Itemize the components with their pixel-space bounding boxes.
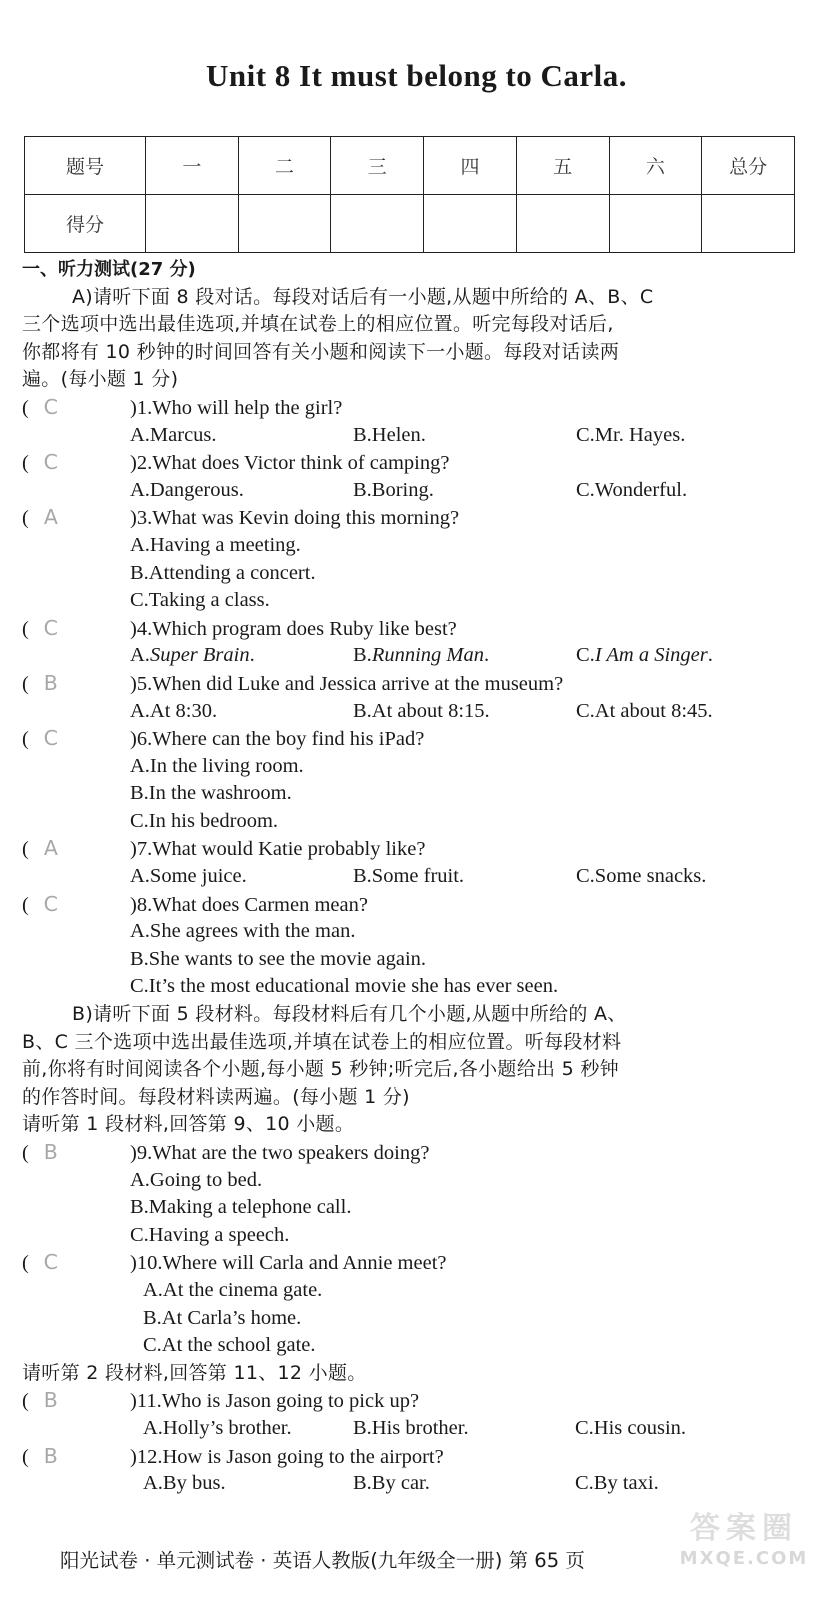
option-c: C.It’s the most educational movie she has ever seen.: [130, 975, 559, 998]
question-text: )9.What are the two speakers doing?: [130, 1142, 430, 1164]
watermark-logo: [669, 1510, 819, 1580]
answer-mark: B: [43, 1388, 58, 1413]
score-cell: [702, 195, 795, 253]
answer-mark: B: [43, 1140, 58, 1164]
score-header-cell: 六: [609, 137, 702, 195]
part-a-instructions: 你都将有 10 秒钟的时间回答有关小题和阅读下一小题。每段对话读两: [22, 340, 620, 363]
score-header-cell: 四: [424, 137, 517, 195]
option-a-title: Super Brain: [149, 644, 250, 667]
options-row: [22, 1470, 812, 1498]
part-b-instructions: B、C 三个选项中选出最佳选项,并填在试卷上的相应位置。听每段材料: [22, 1030, 622, 1053]
option-a-letter: A.: [130, 644, 150, 667]
question-text: )12.How is Jason going to the airport?: [130, 1445, 444, 1468]
answer-paren: (: [22, 452, 29, 475]
score-row-label: 得分: [25, 195, 146, 253]
question-9: [22, 1139, 812, 1167]
options-row: [22, 477, 812, 505]
score-cell: [238, 195, 331, 253]
score-header-cell: 五: [516, 137, 609, 195]
option-b: B.Helen.: [353, 423, 426, 446]
question-text: )11.Who is Jason going to pick up?: [130, 1390, 420, 1413]
question-3: [22, 504, 812, 532]
score-header-cell: 题号: [25, 137, 146, 195]
answer-mark: A: [43, 836, 58, 861]
option-b: B.Boring.: [353, 478, 434, 501]
option-c: C.At about 8:45.: [576, 699, 713, 722]
option-a: A.Going to bed.: [130, 1168, 263, 1191]
answer-mark: C: [43, 891, 58, 916]
question-2: [22, 449, 812, 477]
answer-mark: C: [43, 726, 58, 751]
question-text: )6.Where can the boy find his iPad?: [130, 728, 425, 751]
option-c: C.His cousin.: [575, 1416, 687, 1439]
score-header-cell: 三: [331, 137, 424, 195]
watermark-url: MXQE.COM: [679, 1548, 809, 1569]
option-period: .: [707, 644, 713, 667]
option-b: B.She wants to see the movie again.: [130, 947, 427, 970]
answer-paren: (: [22, 1142, 29, 1164]
question-text: )3.What was Kevin doing this morning?: [130, 507, 460, 530]
score-table-header-row: [25, 137, 795, 195]
question-text: )1.Who will help the girl?: [130, 396, 343, 419]
score-table: [24, 136, 795, 253]
question-10: [22, 1249, 812, 1277]
option-a: A.In the living room.: [130, 754, 304, 777]
option-c: C.Wonderful.: [576, 478, 688, 501]
option-a: A.At the cinema gate.: [143, 1278, 323, 1301]
score-table-score-row: [25, 195, 795, 253]
page-footer: 阳光试卷 · 单元测试卷 · 英语人教版(九年级全一册) 第 65 页: [60, 1549, 585, 1572]
options-row: [22, 863, 812, 891]
material-1-heading: 请听第 1 段材料,回答第 9、10 小题。: [22, 1113, 355, 1136]
option-b: B.His brother.: [353, 1416, 469, 1439]
part-a-instructions: 遍。(每小题 1 分): [22, 368, 179, 391]
option-c: C.Taking a class.: [130, 589, 270, 612]
answer-mark: C: [43, 394, 58, 419]
option-b-letter: B.: [353, 644, 372, 667]
answer-paren: (: [22, 1252, 29, 1275]
part-a-instructions: A)请听下面 8 段对话。每段对话后有一小题,从题中所给的 A、B、C: [72, 285, 654, 308]
answer-paren: (: [22, 672, 29, 695]
option-a: A.Having a meeting.: [130, 533, 301, 556]
option-c-title: I Am a Singer: [594, 644, 708, 667]
answer-mark: C: [43, 615, 58, 640]
answer-paren: (: [22, 396, 29, 419]
question-text: )8.What does Carmen mean?: [130, 893, 368, 916]
option-c: C.In his bedroom.: [130, 809, 279, 832]
section-heading: 一、听力测试(27 分): [22, 259, 196, 280]
option-c: C.Having a speech.: [130, 1223, 290, 1246]
material-2-heading: 请听第 2 段材料,回答第 11、12 小题。: [22, 1361, 367, 1384]
answer-paren: (: [22, 838, 29, 861]
answer-mark: B: [43, 670, 58, 695]
answer-paren: (: [22, 617, 29, 640]
option-b: B.At Carla’s home.: [143, 1306, 302, 1329]
option-b: [353, 642, 576, 670]
question-7: [22, 835, 812, 863]
option-b-title: Running Man: [371, 644, 484, 667]
option-b: B.Making a telephone call.: [130, 1196, 352, 1219]
option-a: A.Some juice.: [130, 865, 247, 888]
score-cell: [516, 195, 609, 253]
options-row: [22, 1415, 812, 1443]
score-header-cell: 二: [238, 137, 331, 195]
answer-paren: (: [22, 893, 29, 916]
part-b-instructions: 前,你将有时间阅读各个小题,每小题 5 秒钟;听完后,各小题给出 5 秒钟: [22, 1058, 619, 1081]
question-1: [22, 394, 812, 422]
score-cell: [331, 195, 424, 253]
option-a: A.Dangerous.: [130, 478, 244, 501]
watermark-text: 答案圈: [690, 1511, 798, 1546]
options-row: [22, 698, 812, 726]
question-text: )4.Which program does Ruby like best?: [130, 617, 457, 640]
listening-section: [22, 256, 812, 1498]
score-cell: [146, 195, 239, 253]
option-c: C.Some snacks.: [576, 865, 707, 888]
answer-paren: (: [22, 728, 29, 751]
options-row: [22, 642, 812, 670]
answer-paren: (: [22, 1445, 29, 1468]
question-text: )7.What would Katie probably like?: [130, 838, 426, 861]
option-a: A.By bus.: [143, 1472, 226, 1495]
option-b: B.By car.: [353, 1472, 430, 1495]
score-cell: [424, 195, 517, 253]
answer-paren: (: [22, 507, 29, 530]
option-c: C.By taxi.: [575, 1472, 659, 1495]
question-4: [22, 615, 812, 643]
question-11: [22, 1387, 812, 1415]
option-period: .: [249, 644, 255, 667]
question-text: )10.Where will Carla and Annie meet?: [130, 1252, 447, 1275]
option-c-letter: C.: [576, 644, 595, 667]
answer-mark: C: [43, 450, 58, 475]
option-a: A.At 8:30.: [130, 699, 218, 722]
score-cell: [609, 195, 702, 253]
option-c: C.Mr. Hayes.: [576, 423, 686, 446]
option-b: B.In the washroom.: [130, 782, 292, 805]
option-b: B.At about 8:15.: [353, 699, 490, 722]
score-header-cell: 总分: [702, 137, 795, 195]
answer-mark: A: [43, 505, 58, 530]
question-6: [22, 725, 812, 753]
part-a-instructions: 三个选项中选出最佳选项,并填在试卷上的相应位置。听完每段对话后,: [22, 313, 614, 336]
option-b: B.Attending a concert.: [130, 561, 316, 584]
option-a: A.Marcus.: [130, 423, 217, 446]
answer-paren: (: [22, 1390, 29, 1413]
option-a: [130, 642, 353, 670]
question-12: [22, 1443, 812, 1471]
options-row: [22, 422, 812, 450]
answer-mark: B: [43, 1443, 58, 1468]
option-c: [576, 644, 713, 666]
part-b-instructions: 的作答时间。每段材料读两遍。(每小题 1 分): [22, 1085, 410, 1108]
option-c: C.At the school gate.: [143, 1334, 316, 1357]
question-text: )5.When did Luke and Jessica arrive at the museum?: [130, 672, 564, 695]
option-period: .: [483, 644, 490, 667]
part-b-instructions: B)请听下面 5 段材料。每段材料后有几个小题,从题中所给的 A、: [72, 1003, 627, 1026]
option-a: A.She agrees with the man.: [130, 920, 356, 943]
page-title: Unit 8 It must belong to Carla.: [205, 58, 628, 93]
option-a: A.Holly’s brother.: [143, 1416, 292, 1439]
question-text: )2.What does Victor think of camping?: [130, 452, 450, 475]
question-5: [22, 670, 812, 698]
question-8: [22, 891, 812, 919]
score-header-cell: 一: [146, 137, 239, 195]
answer-mark: C: [43, 1250, 58, 1275]
option-b: B.Some fruit.: [353, 865, 465, 888]
